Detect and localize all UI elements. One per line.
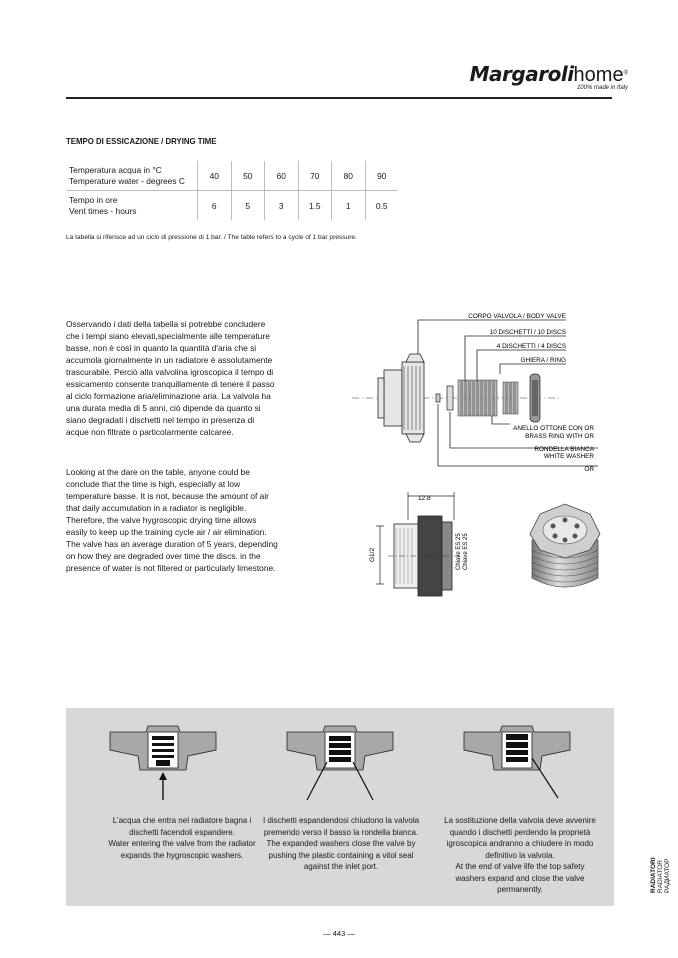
step-1-caption-en: Water entering the valve from the radiator expands the hygroscopic washers.: [108, 839, 256, 860]
step-3-caption-en: At the end of valve life the top safety washers expand and close the valve permanently.: [455, 862, 585, 894]
label-ten-discs: 10 DISCHETTI / 10 DISCS: [489, 329, 566, 336]
brand-logo: [470, 62, 628, 91]
table-cell: 1: [332, 191, 366, 221]
table-cell: 60: [265, 161, 299, 191]
table-cell: 80: [332, 161, 366, 191]
side-tab-line1: RADIATORI: [650, 857, 657, 893]
exploded-valve-diagram: [350, 312, 618, 482]
step-2-caption-it: I dischetti espandendosi chiudono la valvola premendo verso il basso la rondella bianca.: [262, 816, 420, 837]
row-label-en: Vent times - hours: [69, 205, 137, 216]
ten-discs-part: [458, 380, 497, 416]
dim-width: 12.8: [418, 495, 431, 502]
step-3-caption-it: La sostituzione della valvola deve avvenire quando i dischetti perdendo la proprietà igroscopica andranno a chiudere in modo definitivo la valvola.: [444, 816, 596, 860]
table-row: [66, 161, 398, 191]
step-3-illustration: [462, 722, 572, 802]
step-1-illustration: [108, 722, 218, 802]
table-note: La tabella si riferisce ad un ciclo di pressione di 1 bar. / The table refers to a cycle of 1 bar pressure.: [66, 234, 357, 241]
label-ring: GHIERA / RING: [520, 357, 566, 364]
label-four-discs: 4 DISCHETTI / 4 DISCS: [496, 343, 566, 350]
valve-body: [378, 354, 424, 442]
brass-ring-part: [447, 386, 453, 410]
section-title: TEMPO DI ESSICAZIONE / DRYING TIME: [66, 136, 217, 146]
table-cell: 50: [231, 161, 265, 191]
paragraph-english: Looking at the dare on the table, anyone could be conclude that the time is high, especially at low temperature basse. It is not, because the amount of air that daily accumulation in a radiator is negligible. Therefore, the valve hygroscopic drying time allows easily to keep up the training cycle air / air elimination. The valve has an average duration of 5 years, depending on how they are degraded over time the discs. in the presence of water is not filtered or particularly limestone.: [66, 467, 278, 573]
step-2-illustration: [285, 722, 395, 802]
dimension-drawing: [360, 490, 470, 610]
label-white-washer-it: RONDELLA BIANCA: [534, 446, 594, 453]
label-white-washer-en: WHITE WASHER: [543, 453, 594, 460]
table-cell: 90: [365, 161, 398, 191]
page-number: — 443 —: [323, 929, 355, 938]
row-label: [66, 191, 198, 221]
table-cell: 1.5: [298, 191, 332, 221]
table-cell: 0.5: [365, 191, 398, 221]
table-cell: 70: [298, 161, 332, 191]
row-label-it: Tempo in ore: [69, 194, 118, 205]
table-cell: 40: [198, 161, 232, 191]
step-3-caption: [441, 815, 599, 896]
table-cell: 3: [265, 191, 299, 221]
header-rule: [66, 97, 612, 99]
dim-key-1: Chiave ES 25: [456, 533, 462, 570]
leader-body-valve: [418, 320, 460, 358]
label-brass-ring-it: ANELLO OTTONE CON OR: [513, 425, 594, 432]
registered-mark: ®: [623, 70, 628, 77]
dim-thread: G1/2: [369, 547, 376, 562]
step-2-caption-en: The expanded washers close the valve by pushing the plastic containing a vitol seal against the inlet port.: [266, 839, 416, 871]
step-2-caption: [262, 815, 420, 873]
label-or: OR: [584, 466, 594, 473]
drying-time-table: [66, 161, 398, 220]
side-tab-line2: RADIATOR: [657, 860, 664, 893]
paragraph-italian: Osservando i dati della tabella si potrebbe concludere che i tempi siano elevati,specialmente alle temperature basse, non è così in quanto la quantità d'aria che si accumola giornalmente in un radiatore è assolutamente trascurabile. Perciò alla valvolina igroscopica il tempo di essicamento consente tranquillamente di tenere il passo al ciclo formazione aria/eliminazione aria. La valvola ha una durata media di 5 anni, ciò dipende da quanto si siano degradati i dischetti nel tempo in presenza di acque non filtrate o particolarmente calcaree.: [66, 319, 275, 437]
table-cell: 6: [198, 191, 232, 221]
label-brass-ring-en: BRASS RING WITH OR: [525, 433, 594, 440]
row-label-it: Temperatura acqua in °C: [69, 164, 162, 175]
side-tab: [650, 845, 678, 893]
table-row: [66, 191, 398, 221]
row-label: [66, 161, 198, 191]
valve-3d-illustration: [520, 500, 610, 600]
dim-key-2: Chiave ES 25: [463, 533, 469, 570]
side-tab-line3: РАДИАТОР: [664, 858, 671, 893]
brand-home: home: [573, 64, 624, 86]
step-1-caption-it: L'acqua che entra nel radiatore bagna i dischetti facendoli espandere.: [112, 816, 252, 837]
step-1-caption: [103, 815, 261, 861]
table-cell: 5: [231, 191, 265, 221]
row-label-en: Temperature water - degrees C: [69, 175, 185, 186]
white-washer-part: [436, 394, 440, 402]
brand-main: Margaroli: [469, 62, 574, 86]
label-body-valve: CORPO VALVOLA / BODY VALVE: [468, 313, 566, 320]
brand-tagline: 100% made in Italy: [576, 85, 628, 91]
